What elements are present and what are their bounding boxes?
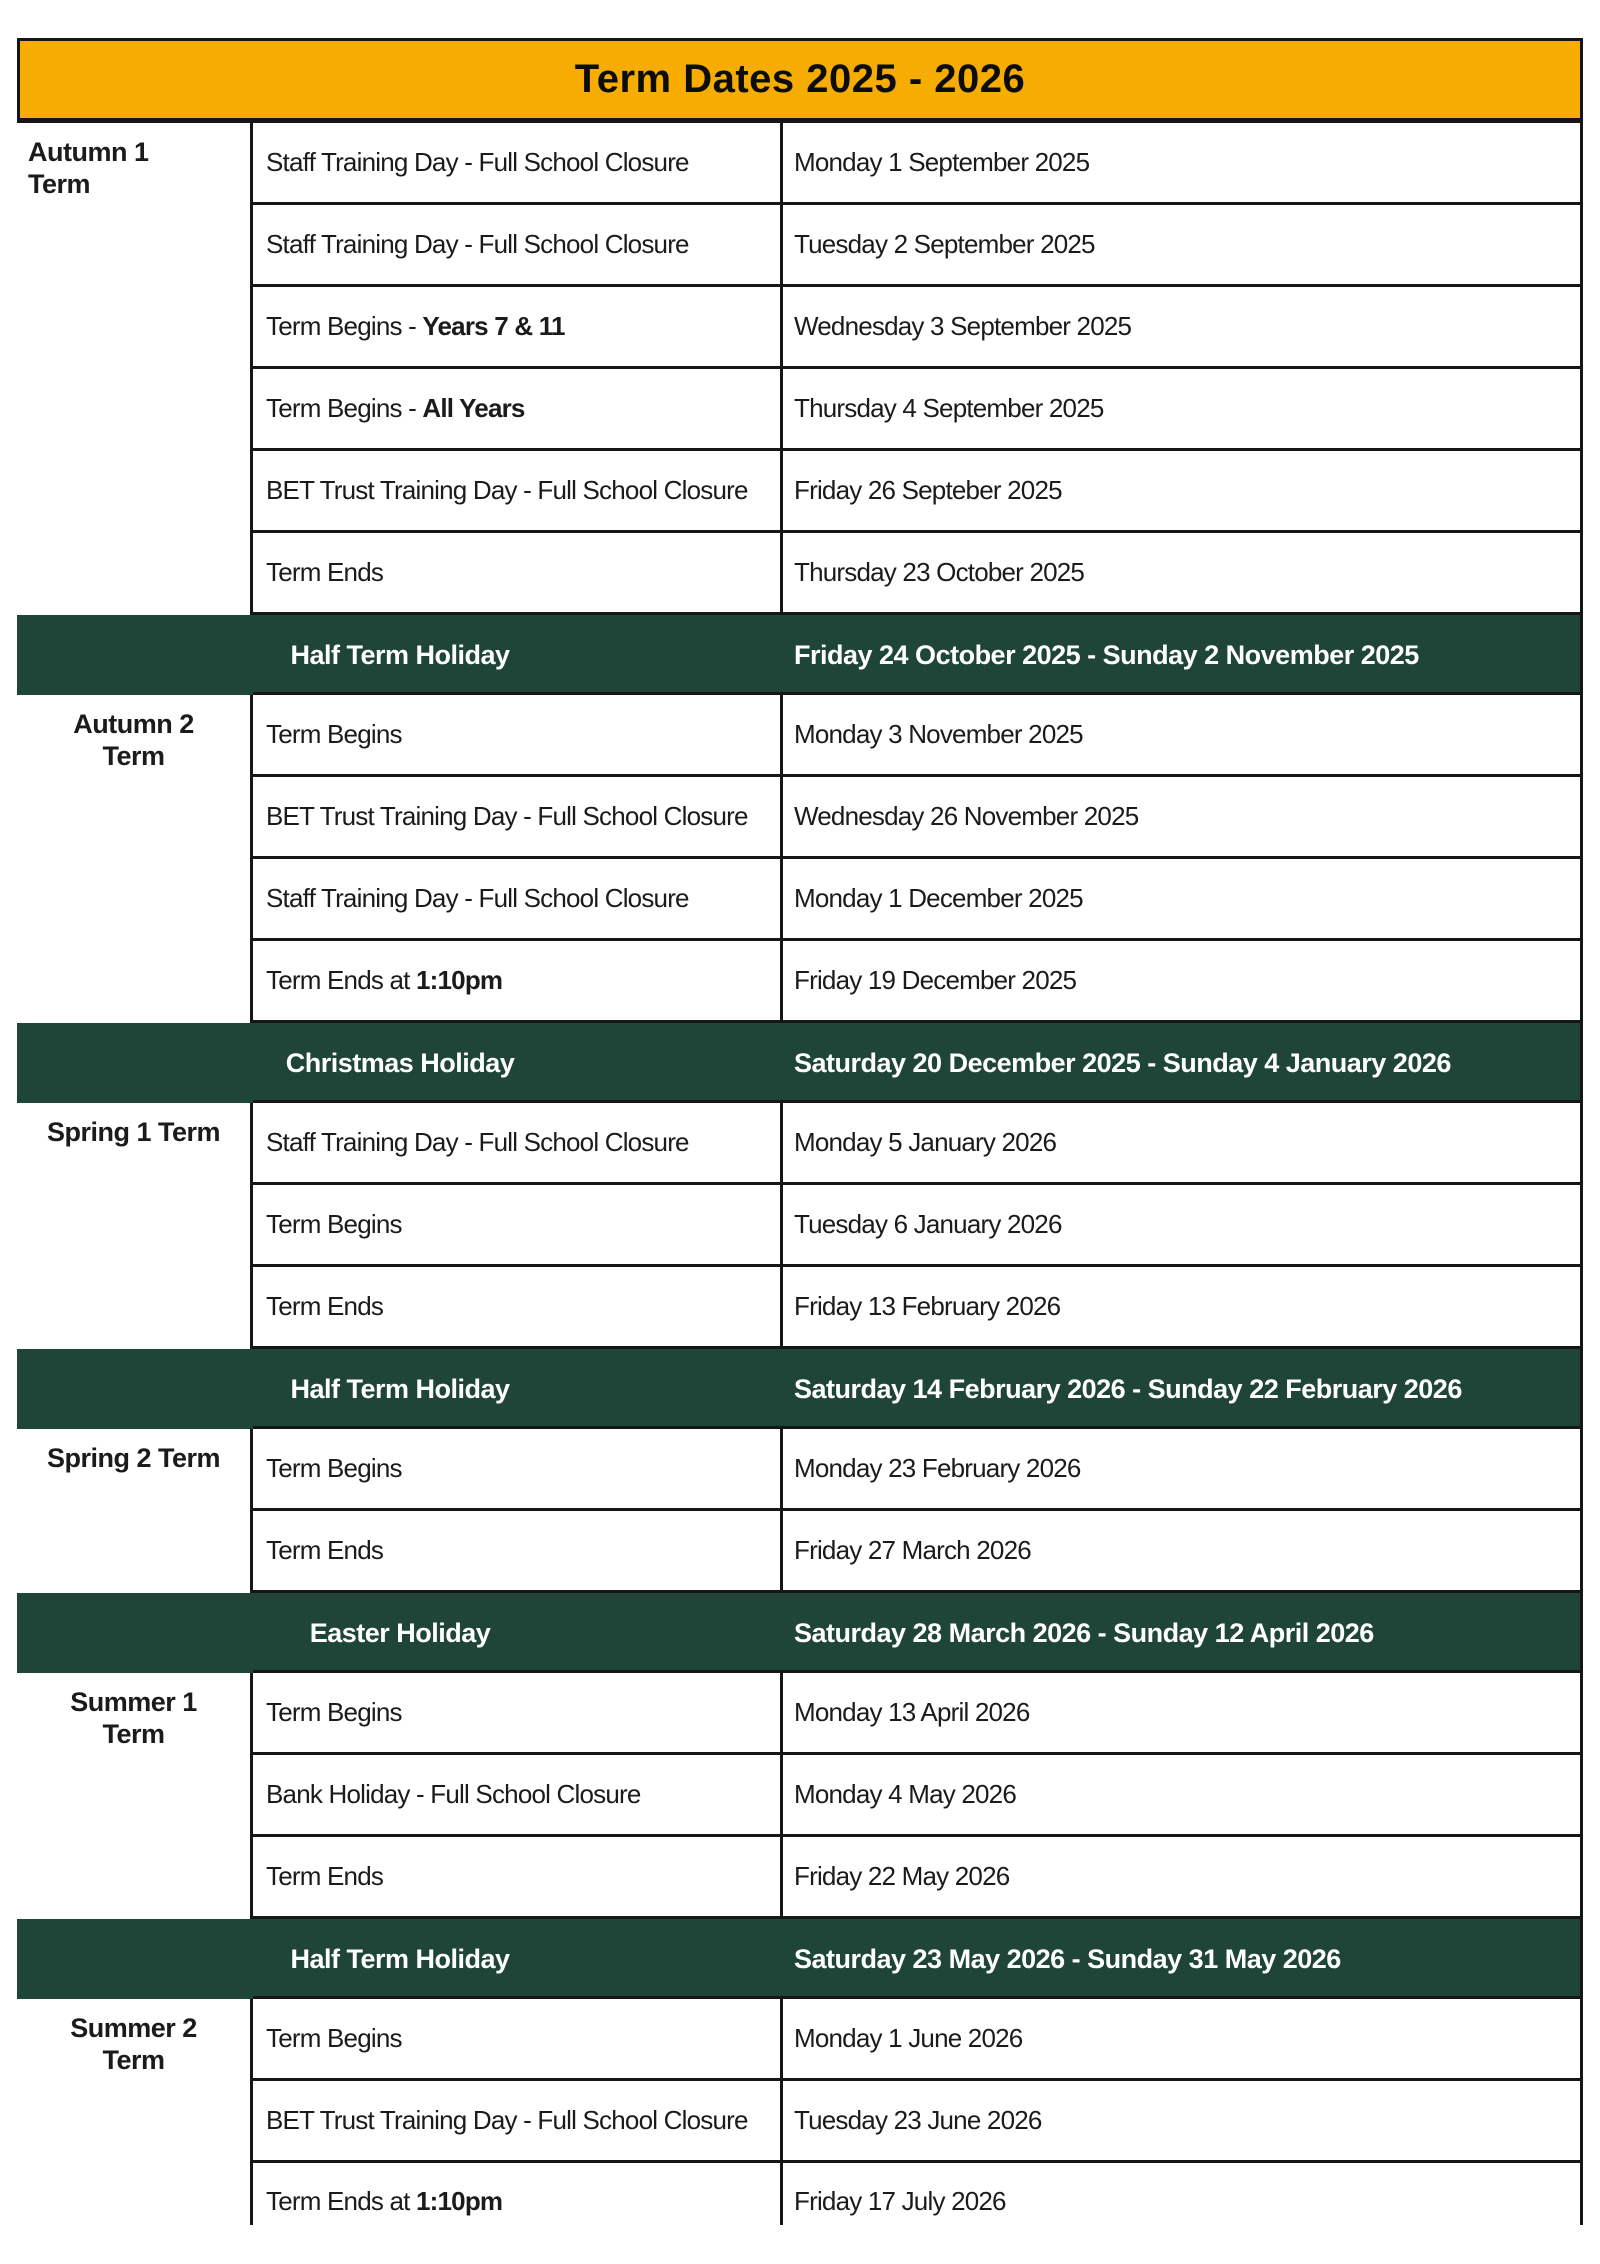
event-text: Staff Training Day - Full School Closure xyxy=(266,229,689,259)
event-text: Term Ends xyxy=(266,1291,384,1321)
term-dates-table xyxy=(17,123,1583,2225)
term-name-line: Summer 2 xyxy=(70,2013,197,2043)
event-text: Staff Training Day - Full School Closure xyxy=(266,147,689,177)
holiday-date: Saturday 28 March 2026 - Sunday 12 April 2026 xyxy=(794,1617,1374,1648)
holiday-label: Easter Holiday xyxy=(309,1617,491,1648)
event-text: Term Ends xyxy=(266,1861,384,1891)
term-section xyxy=(17,1999,1583,2225)
table-row xyxy=(253,287,1580,369)
date-cell: Monday 1 December 2025 xyxy=(794,883,1083,913)
event-cell xyxy=(253,2163,783,2225)
table-row xyxy=(253,2081,1580,2163)
table-row xyxy=(253,1185,1580,1267)
holiday-row xyxy=(17,1349,1583,1429)
date-cell: Monday 1 September 2025 xyxy=(794,147,1090,177)
term-name-line: Summer 1 xyxy=(70,1687,197,1717)
table-row xyxy=(253,941,1580,1023)
event-text: Bank Holiday - Full School Closure xyxy=(266,1779,641,1809)
term-section xyxy=(17,1673,1583,1919)
title-bar xyxy=(17,38,1583,123)
event-text: Term Ends xyxy=(266,557,384,587)
event-cell xyxy=(253,123,783,202)
event-text: BET Trust Training Day - Full School Closure xyxy=(266,801,748,831)
event-text: Term Ends at xyxy=(266,965,416,995)
event-cell xyxy=(253,1267,783,1346)
term-rows xyxy=(253,1999,1583,2225)
term-section xyxy=(17,1103,1583,1349)
event-cell xyxy=(253,1511,783,1590)
term-section xyxy=(17,695,1583,1023)
event-text: Term Begins - xyxy=(266,393,423,423)
table-row xyxy=(253,695,1580,777)
date-cell: Friday 26 Septeber 2025 xyxy=(794,475,1062,505)
date-cell: Monday 3 November 2025 xyxy=(794,719,1083,749)
holiday-label: Half Term Holiday xyxy=(290,1943,510,1974)
term-rows xyxy=(253,1103,1583,1349)
holiday-date: Saturday 20 December 2025 - Sunday 4 January 2026 xyxy=(794,1047,1451,1078)
event-text-bold: 1:10pm xyxy=(416,2186,503,2216)
event-cell xyxy=(253,1999,783,2078)
event-text-bold: All Years xyxy=(422,393,525,423)
holiday-row xyxy=(17,1023,1583,1103)
term-section xyxy=(17,123,1583,615)
table-row xyxy=(253,1267,1580,1349)
event-cell xyxy=(253,451,783,530)
event-cell xyxy=(253,533,783,612)
event-cell xyxy=(253,1837,783,1916)
table-row xyxy=(253,1103,1580,1185)
term-name-line: Spring 1 Term xyxy=(46,1117,221,1147)
date-cell: Friday 22 May 2026 xyxy=(794,1861,1010,1891)
table-row xyxy=(253,859,1580,941)
term-name-line: Spring 2 Term xyxy=(46,1443,221,1473)
table-row xyxy=(253,451,1580,533)
table-row xyxy=(253,1511,1580,1593)
holiday-row xyxy=(17,615,1583,695)
date-cell: Friday 17 July 2026 xyxy=(794,2186,1006,2216)
table-row xyxy=(253,1837,1580,1919)
date-cell: Tuesday 6 January 2026 xyxy=(794,1209,1062,1239)
term-name-cell xyxy=(17,1999,253,2225)
term-name-line: Term xyxy=(102,1719,165,1750)
term-rows xyxy=(253,695,1583,1023)
term-section xyxy=(17,1429,1583,1593)
date-cell: Wednesday 3 September 2025 xyxy=(794,311,1132,341)
event-text-bold: 1:10pm xyxy=(416,965,503,995)
event-text: Term Begins xyxy=(266,719,402,749)
event-cell xyxy=(253,777,783,856)
date-cell: Monday 23 February 2026 xyxy=(794,1453,1081,1483)
table-row xyxy=(253,1999,1580,2081)
term-rows xyxy=(253,1429,1583,1593)
holiday-label: Half Term Holiday xyxy=(290,1373,510,1404)
event-text: Term Begins xyxy=(266,1697,402,1727)
holiday-label: Christmas Holiday xyxy=(285,1047,515,1078)
date-cell: Friday 13 February 2026 xyxy=(794,1291,1061,1321)
event-cell xyxy=(253,1185,783,1264)
term-name-cell xyxy=(17,1429,253,1593)
term-name-cell xyxy=(17,1673,253,1919)
holiday-date: Friday 24 October 2025 - Sunday 2 November 2025 xyxy=(794,639,1419,670)
term-name-line: Term xyxy=(102,2045,165,2076)
date-cell: Monday 1 June 2026 xyxy=(794,2023,1023,2053)
event-cell xyxy=(253,1103,783,1182)
event-cell xyxy=(253,1755,783,1834)
term-name-line: Autumn 2 xyxy=(73,709,194,739)
event-text: Term Begins xyxy=(266,2023,402,2053)
term-name-line: Term xyxy=(102,741,165,772)
holiday-label: Half Term Holiday xyxy=(290,639,510,670)
event-text: Staff Training Day - Full School Closure xyxy=(266,883,689,913)
event-text: Term Begins xyxy=(266,1453,402,1483)
term-name-line: Term xyxy=(28,169,91,200)
table-row xyxy=(253,777,1580,859)
term-name-cell xyxy=(17,123,253,615)
term-rows xyxy=(253,1673,1583,1919)
event-text-bold: Years 7 & 11 xyxy=(422,311,565,341)
event-text: BET Trust Training Day - Full School Closure xyxy=(266,2105,748,2135)
table-row xyxy=(253,1755,1580,1837)
event-text: Term Begins xyxy=(266,1209,402,1239)
date-cell: Friday 27 March 2026 xyxy=(794,1535,1031,1565)
event-cell xyxy=(253,859,783,938)
table-row xyxy=(253,1673,1580,1755)
event-text: Staff Training Day - Full School Closure xyxy=(266,1127,689,1157)
event-cell xyxy=(253,2081,783,2160)
event-cell xyxy=(253,695,783,774)
term-name-cell xyxy=(17,695,253,1023)
event-cell xyxy=(253,287,783,366)
date-cell: Tuesday 23 June 2026 xyxy=(794,2105,1042,2135)
term-name-cell xyxy=(17,1103,253,1349)
table-row xyxy=(253,205,1580,287)
event-text: Term Ends at xyxy=(266,2186,416,2216)
event-cell xyxy=(253,205,783,284)
date-cell: Tuesday 2 September 2025 xyxy=(794,229,1095,259)
term-name-line: Autumn 1 xyxy=(28,137,149,167)
holiday-date: Saturday 14 February 2026 - Sunday 22 February 2026 xyxy=(794,1373,1462,1404)
date-cell: Friday 19 December 2025 xyxy=(794,965,1077,995)
event-text: Term Ends xyxy=(266,1535,384,1565)
page-title: Term Dates 2025 - 2026 xyxy=(574,57,1026,101)
holiday-row xyxy=(17,1919,1583,1999)
table-row xyxy=(253,1429,1580,1511)
event-cell xyxy=(253,369,783,448)
holiday-date: Saturday 23 May 2026 - Sunday 31 May 2026 xyxy=(794,1943,1341,1974)
date-cell: Wednesday 26 November 2025 xyxy=(794,801,1139,831)
holiday-row xyxy=(17,1593,1583,1673)
date-cell: Monday 5 January 2026 xyxy=(794,1127,1057,1157)
event-cell xyxy=(253,941,783,1020)
event-text: Term Begins - xyxy=(266,311,423,341)
table-row xyxy=(253,369,1580,451)
table-row xyxy=(253,2163,1580,2225)
table-row xyxy=(253,123,1580,205)
event-text: BET Trust Training Day - Full School Closure xyxy=(266,475,748,505)
term-rows xyxy=(253,123,1583,615)
date-cell: Thursday 4 September 2025 xyxy=(794,393,1104,423)
event-cell xyxy=(253,1429,783,1508)
date-cell: Thursday 23 October 2025 xyxy=(794,557,1085,587)
event-cell xyxy=(253,1673,783,1752)
date-cell: Monday 13 April 2026 xyxy=(794,1697,1030,1727)
date-cell: Monday 4 May 2026 xyxy=(794,1779,1016,1809)
table-row xyxy=(253,533,1580,615)
